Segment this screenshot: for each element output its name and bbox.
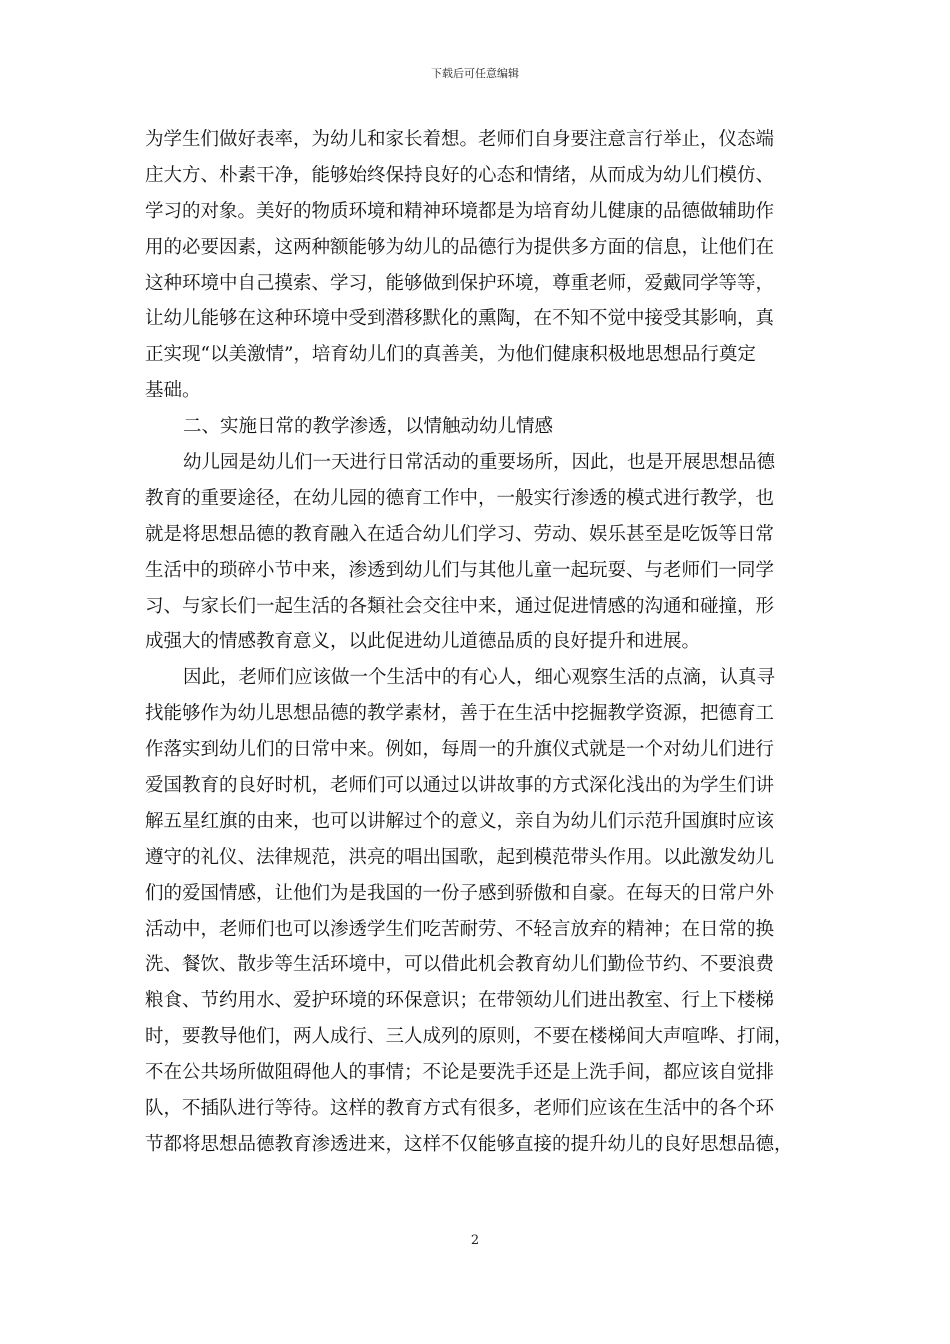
body-line: 这种环境中自己摸索、学习，能够做到保护环境，尊重老师，爱戴同学等等， <box>145 272 775 294</box>
body-line: 活动中，老师们也可以渗透学生们吃苦耐劳、不轻言放弃的精神；在日常的换 <box>145 918 775 940</box>
body-line: 教育的重要途径，在幼儿园的德育工作中，一般实行渗透的模式进行教学，也 <box>145 487 775 509</box>
page-header: 下载后可任意编辑 <box>431 67 519 80</box>
body-line: 庄大方、朴素干净，能够始终保持良好的心态和情绪，从而成为幼儿们模仿、 <box>145 164 775 186</box>
body-line: 找能够作为幼儿思想品德的教学素材，善于在生活中挖掘教学资源，把德育工 <box>145 703 775 725</box>
body-line: 遵守的礼仪、法律规范，洪亮的唱出国歌，起到模范带头作用。以此激发幼儿 <box>145 846 775 868</box>
body-line: 队，不插队进行等待。这样的教育方式有很多，老师们应该在生活中的各个环 <box>145 1098 775 1120</box>
body-line: 解五星红旗的由来，也可以讲解过个的意义，亲自为幼儿们示范升国旗时应该 <box>145 810 775 832</box>
body-line: 让幼儿能够在这种环境中受到潜移默化的熏陶，在不知不觉中接受其影响，真 <box>145 308 775 330</box>
body-line: 不在公共场所做阻碍他人的事情；不论是要洗手还是上洗手间，都应该自觉排 <box>145 1062 775 1084</box>
body-line: 生活中的琐碎小节中来，渗透到幼儿们与其他儿童一起玩耍、与老师们一同学 <box>145 559 775 581</box>
page-number: 2 <box>470 1233 480 1248</box>
document-body <box>145 122 811 1163</box>
body-line: 爱国教育的良好时机，老师们可以通过以讲故事的方式深化浅出的为学生们讲 <box>145 775 775 797</box>
body-line: 基础。 <box>145 380 201 402</box>
body-line: 因此，老师们应该做一个生活中的有心人，细心观察生活的点滴，认真寻 <box>183 667 776 689</box>
body-line: 学习的对象。美好的物质环境和精神环境都是为培育幼儿健康的品德做辅助作 <box>145 200 775 222</box>
body-line: 幼儿园是幼儿们一天进行日常活动的重要场所，因此，也是开展思想品德 <box>183 452 776 474</box>
body-line: 为学生们做好表率，为幼儿和家长着想。老师们自身要注意言行举止，仪态端 <box>145 129 775 150</box>
body-line: 成强大的情感教育意义，以此促进幼儿道德品质的良好提升和进展。 <box>145 631 701 653</box>
body-line: 洗、餐饮、散步等生活环境中，可以借此机会教育幼儿们勤俭节约、不要浪费 <box>145 954 775 976</box>
body-line: 们的爱国情感，让他们为是我国的一份子感到骄傲和自豪。在每天的日常户外 <box>145 882 775 904</box>
body-line: 就是将思想品德的教育融入在适合幼儿们学习、劳动、娱乐甚至是吃饭等日常 <box>145 523 775 545</box>
body-line: 正实现“以美激情”，培育幼儿们的真善美，为他们健康积极地思想品行奠定 <box>145 344 756 366</box>
body-line: 作落实到幼儿们的日常中来。例如，每周一的升旗仪式就是一个对幼儿们进行 <box>145 739 775 761</box>
body-line: 用的必要因素，这两种额能够为幼儿的品德行为提供多方面的信息，让他们在 <box>145 236 775 258</box>
body-line: 习、与家长们一起生活的各類社会交往中来，通过促进情感的沟通和碰撞，形 <box>145 595 775 617</box>
body-line: 节都将思想品德教育渗透进来，这样不仅能够直接的提升幼儿的良好思想品德， <box>145 1133 793 1155</box>
body-line: 时，要教导他们，两人成行、三人成列的原则，不要在楼梯间大声喧哗、打闹， <box>145 1026 793 1048</box>
body-line: 粮食、节约用水、爱护环境的环保意识；在带领幼儿们进出教室、行上下楼梯 <box>145 990 775 1012</box>
section-heading: 二、实施日常的教学渗透，以情触动幼儿情感 <box>183 416 554 438</box>
